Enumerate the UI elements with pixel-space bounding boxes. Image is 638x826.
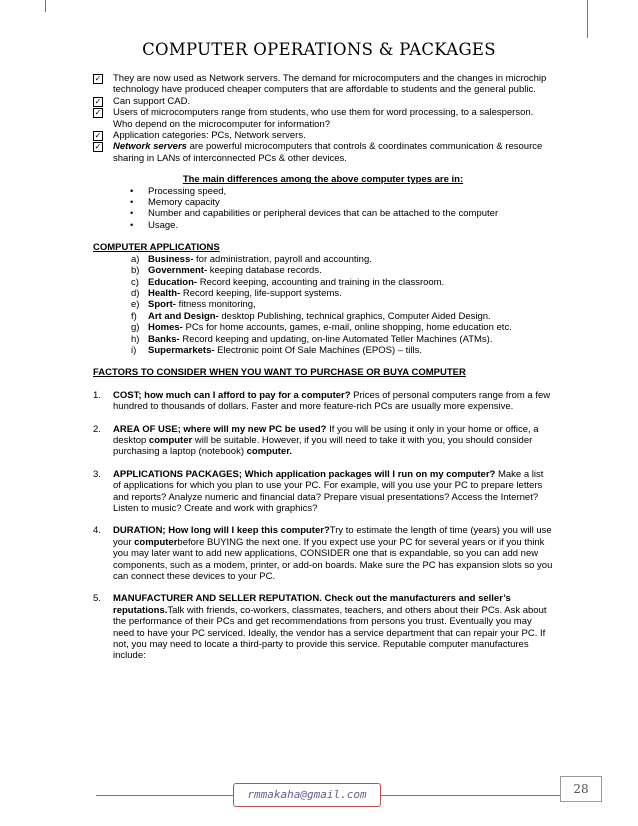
- application-label: Education-: [148, 276, 198, 288]
- list-marker: c): [131, 276, 139, 288]
- application-label: Homes-: [148, 322, 183, 334]
- application-text: Record keeping and updating, on-line Automated Teller Machines (ATMs).: [179, 333, 493, 345]
- list-number: 3.: [93, 468, 101, 480]
- factor-text: If you will be using it only in your home or office, a desktop: [113, 423, 539, 446]
- checked-box-icon: ✓: [94, 142, 102, 152]
- application-label: Art and Design-: [148, 310, 219, 322]
- factor-text: before BUYING the next one. If you expect use your PC for several years or if you think you may later want to add new applications, CONSIDER one that is expandable, so you can add new components, such as a modem, printer, or add-on boards. Make sure the PC has expansion slots so you can connect these devices to your PC.: [113, 536, 553, 583]
- checklist-text: Application categories: PCs, Network servers.: [113, 130, 306, 142]
- application-text: Electronic point Of Sale Machines (EPOS) – tills.: [214, 344, 423, 356]
- checklist-text: They are now used as Network servers. The demand for microcomputers and the changes in microchip technology have produced cheaper computers that are affordable to students and the general public.: [113, 73, 547, 96]
- application-label: Government-: [148, 265, 208, 277]
- list-marker: g): [131, 322, 140, 334]
- application-item: [93, 311, 553, 322]
- factor-text: will be suitable. However, if you will need to take it with you, you should consider purchasing a laptop (notebook): [113, 434, 533, 458]
- factor-text: computer: [134, 536, 178, 548]
- factor-item: [93, 390, 553, 413]
- list-number: 4.: [93, 525, 101, 537]
- bullet-text: Usage.: [148, 219, 179, 231]
- application-item: [93, 345, 553, 356]
- checklist: [93, 73, 553, 164]
- application-label: Supermarkets-: [148, 344, 215, 356]
- factor-text: DURATION; How long will I keep this computer?: [113, 525, 330, 537]
- differences-list: [93, 186, 553, 232]
- bullet-icon: •: [130, 185, 134, 197]
- factor-item: [93, 424, 553, 458]
- checklist-text: are powerful microcomputers that controls & coordinates communication & resource sharing in LANs of interconnected PCs & other devices.: [113, 141, 543, 164]
- factor-text: Talk with friends, co-workers, classmates, teachers, and others about their PCs. Ask about the performance of their PCs and get recommendations from persons you trust. Eventually you may need to have your PC serviced. Ideally, the vendor has a service department that can repair your PC. If not, you may need to locate a third-party to provide this service. Reputable computer manufactures include:: [113, 604, 547, 662]
- checklist-text: Network servers: [113, 141, 187, 153]
- page-number: 28: [560, 776, 602, 802]
- checklist-item: [93, 141, 553, 164]
- factor-text: computer.: [246, 446, 293, 458]
- checklist-text: Can support CAD.: [113, 95, 191, 107]
- document-body: [93, 73, 553, 662]
- application-label: Health-: [148, 287, 181, 299]
- list-marker: d): [131, 287, 140, 299]
- list-number: 1.: [93, 389, 101, 401]
- factor-text: AREA OF USE; where will my new PC be used?: [113, 423, 327, 435]
- application-item: [93, 299, 553, 310]
- factor-item: [93, 469, 553, 515]
- factor-item: [93, 525, 553, 582]
- factor-text: Make a list of applications for which you plan to use your PC. For example, will you use your PC to prepare letters and reports? Analyze numeric and financial data? Prepare visual presentations? Access the Internet? Listen to music? Create and work with graphics?: [113, 468, 544, 514]
- factors-list: [93, 390, 553, 662]
- bullet-icon: •: [130, 197, 134, 209]
- application-item: [93, 265, 553, 276]
- factor-text: computer: [148, 434, 193, 446]
- factor-text: Prices of personal computers range from a few hundred to thousands of dollars. Faster and more feature-rich PCs are usually more expensive.: [113, 389, 551, 413]
- bullet-item: [93, 220, 553, 231]
- list-number: 5.: [93, 593, 101, 605]
- application-item: [93, 334, 553, 345]
- checked-box-icon: ✓: [94, 131, 102, 141]
- bullet-icon: •: [130, 219, 134, 231]
- checklist-item: [93, 96, 553, 107]
- page-frame-right: [587, 0, 588, 38]
- application-text: for administration, payroll and accounting.: [193, 253, 372, 265]
- differences-heading: The main differences among the above computer types are in:: [182, 174, 464, 186]
- applications-list: [93, 254, 553, 357]
- list-marker: b): [131, 265, 140, 277]
- factor-text: APPLICATIONS PACKAGES; Which application packages will I run on my computer?: [113, 468, 496, 480]
- application-item: [93, 277, 553, 288]
- application-text: desktop Publishing, technical graphics, Computer Aided Design.: [218, 310, 491, 322]
- checklist-text: Users of microcomputers range from students, who use them for word processing, to a salesperson. Who depend on the microcomputer for information?: [113, 107, 534, 130]
- bullet-item: [93, 197, 553, 208]
- bullet-item: [93, 186, 553, 197]
- list-marker: a): [131, 253, 140, 265]
- application-text: Record keeping, life-support systems.: [180, 287, 342, 299]
- factor-text: MANUFACTURER AND SELLER REPUTATION. Check out the manufacturers and seller’s reputations.: [113, 593, 511, 616]
- page-title: COMPUTER OPERATIONS & PACKAGES: [142, 40, 496, 59]
- checklist-item: [93, 130, 553, 141]
- application-label: Banks-: [148, 333, 180, 345]
- application-text: fitness monitoring,: [175, 299, 256, 311]
- application-text: Record keeping, accounting and training in the classroom.: [197, 276, 445, 288]
- checked-box-icon: ✓: [94, 74, 102, 83]
- bullet-text: Processing speed,: [148, 185, 227, 197]
- application-label: Business-: [148, 253, 194, 265]
- list-marker: f): [131, 310, 137, 322]
- application-label: Sport-: [148, 299, 176, 311]
- bullet-text: Number and capabilities or peripheral devices that can be attached to the computer: [148, 208, 499, 220]
- factor-text: COST; how much can I afford to pay for a computer?: [113, 389, 351, 401]
- bullet-item: [93, 208, 553, 219]
- checked-box-icon: ✓: [94, 108, 102, 118]
- footer-email: rmmakaha@gmail.com: [233, 783, 381, 807]
- page-frame-left: [45, 0, 46, 12]
- factors-heading: FACTORS TO CONSIDER WHEN YOU WANT TO PURCHASE OR BUYA COMPUTER: [93, 367, 466, 379]
- application-item: [93, 322, 553, 333]
- bullet-icon: •: [130, 208, 134, 220]
- application-item: [93, 288, 553, 299]
- bullet-text: Memory capacity: [148, 197, 220, 209]
- list-marker: h): [131, 333, 140, 345]
- factor-text: Try to estimate the length of time (years) you will use your: [113, 525, 552, 548]
- checklist-item: [93, 73, 553, 96]
- checked-box-icon: ✓: [94, 96, 102, 106]
- list-marker: i): [131, 344, 137, 356]
- application-text: keeping database records.: [207, 265, 322, 277]
- list-marker: e): [131, 299, 140, 311]
- factor-item: [93, 593, 553, 661]
- list-number: 2.: [93, 423, 101, 435]
- applications-heading: COMPUTER APPLICATIONS: [93, 242, 220, 254]
- application-item: [93, 254, 553, 265]
- application-text: PCs for home accounts, games, e-mail, online shopping, home education etc.: [182, 322, 512, 334]
- checklist-item: [93, 107, 553, 130]
